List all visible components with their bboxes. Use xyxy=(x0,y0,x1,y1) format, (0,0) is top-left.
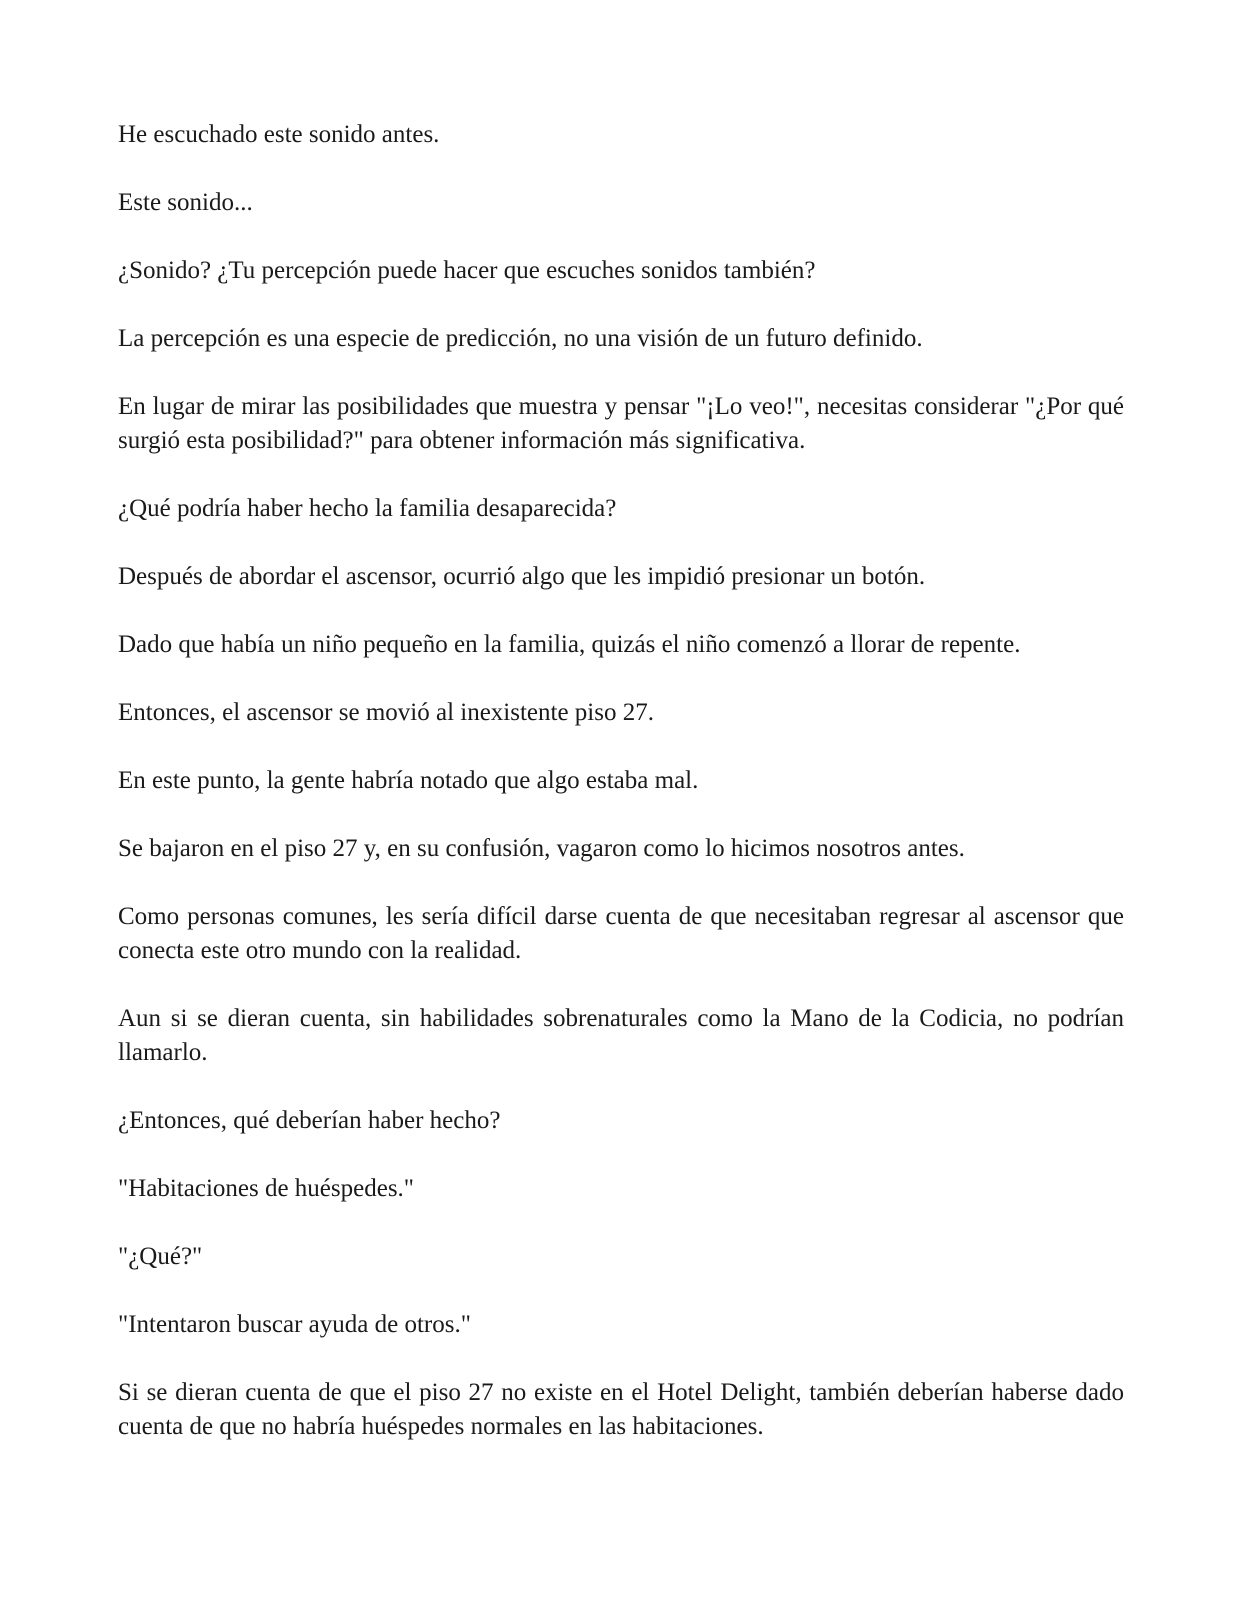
paragraph: Este sonido... xyxy=(118,189,253,216)
paragraph: ¿Qué podría haber hecho la familia desaparecida? xyxy=(118,495,617,522)
paragraph: Entonces, el ascensor se movió al inexistente piso 27. xyxy=(118,699,654,726)
document-page xyxy=(118,118,1124,1444)
paragraph: ¿Entonces, qué deberían haber hecho? xyxy=(118,1107,501,1134)
paragraph: Como personas comunes, les sería difícil darse cuenta de que necesitaban regresar al ascensor que conecta este otro mundo con la realidad. xyxy=(118,903,1124,964)
paragraph: "Habitaciones de huéspedes." xyxy=(118,1175,415,1202)
paragraph: "Intentaron buscar ayuda de otros." xyxy=(118,1311,471,1338)
paragraph: En lugar de mirar las posibilidades que muestra y pensar "¡Lo veo!", necesitas considerar "¿Por qué surgió esta posibilidad?" para obtener información más significativa. xyxy=(118,393,1124,454)
paragraph: He escuchado este sonido antes. xyxy=(118,121,440,148)
paragraph: La percepción es una especie de predicción, no una visión de un futuro definido. xyxy=(118,325,923,352)
paragraph: En este punto, la gente habría notado que algo estaba mal. xyxy=(118,767,699,794)
paragraph: Aun si se dieran cuenta, sin habilidades sobrenaturales como la Mano de la Codicia, no podrían llamarlo. xyxy=(118,1005,1124,1066)
paragraph: Dado que había un niño pequeño en la familia, quizás el niño comenzó a llorar de repente. xyxy=(118,631,1021,658)
paragraph: Se bajaron en el piso 27 y, en su confusión, vagaron como lo hicimos nosotros antes. xyxy=(118,835,965,862)
paragraph: Si se dieran cuenta de que el piso 27 no existe en el Hotel Delight, también deberían haberse dado cuenta de que no habría huéspedes normales en las habitaciones. xyxy=(118,1379,1124,1440)
paragraph: Después de abordar el ascensor, ocurrió algo que les impidió presionar un botón. xyxy=(118,563,926,590)
paragraph: ¿Sonido? ¿Tu percepción puede hacer que escuches sonidos también? xyxy=(118,257,816,284)
paragraph: "¿Qué?" xyxy=(118,1243,203,1270)
